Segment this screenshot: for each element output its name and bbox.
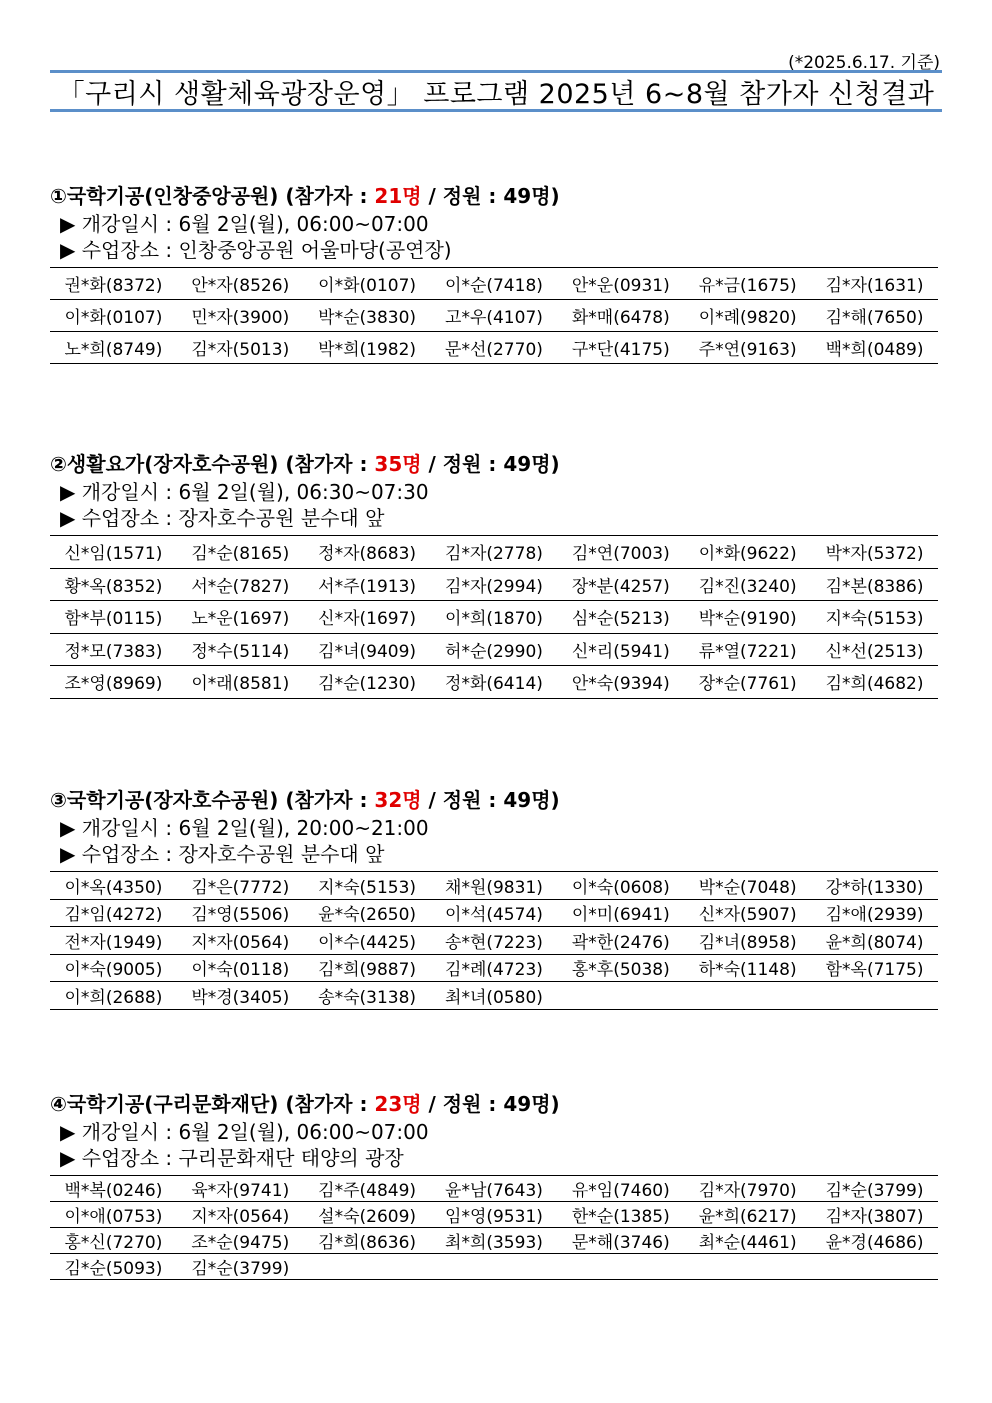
participant-cell: 김*자(3807) bbox=[811, 1202, 938, 1228]
participant-cell: 김*은(7772) bbox=[177, 872, 304, 900]
participant-cell: 심*순(5213) bbox=[557, 601, 684, 634]
participant-cell: 이*화(0107) bbox=[50, 300, 177, 332]
participant-cell: 화*매(6478) bbox=[557, 300, 684, 332]
participant-cell: 허*순(2990) bbox=[431, 633, 558, 666]
participant-cell: 백*희(0489) bbox=[811, 332, 938, 364]
participant-table bbox=[50, 1175, 938, 1280]
participant-cell: 김*순(3799) bbox=[811, 1176, 938, 1202]
capacity-text: / 정원 : 49명) bbox=[421, 788, 560, 812]
participant-table bbox=[50, 871, 938, 1010]
participant-cell bbox=[304, 1254, 431, 1280]
participant-cell: 김*녀(8958) bbox=[684, 927, 811, 955]
participant-cell: 장*분(4257) bbox=[557, 568, 684, 601]
section-heading bbox=[50, 1089, 938, 1119]
table-row bbox=[50, 899, 938, 927]
date-note: (*2025.6.17. 기준) bbox=[788, 53, 940, 73]
capacity-text: / 정원 : 49명) bbox=[421, 1092, 560, 1116]
participant-cell: 한*순(1385) bbox=[557, 1202, 684, 1228]
participant-cell: 김*자(2778) bbox=[431, 536, 558, 569]
participant-cell bbox=[684, 982, 811, 1010]
participant-cell: 이*숙(0118) bbox=[177, 954, 304, 982]
participant-cell: 유*금(1675) bbox=[684, 268, 811, 300]
participant-cell: 이*숙(0608) bbox=[557, 872, 684, 900]
participant-cell: 신*자(1697) bbox=[304, 601, 431, 634]
participant-cell: 김*연(7003) bbox=[557, 536, 684, 569]
participant-cell: 정*수(5114) bbox=[177, 633, 304, 666]
participant-cell bbox=[811, 982, 938, 1010]
table-row bbox=[50, 300, 938, 332]
participant-cell: 김*주(4849) bbox=[304, 1176, 431, 1202]
participant-cell: 박*희(1982) bbox=[304, 332, 431, 364]
participant-cell: 설*숙(2609) bbox=[304, 1202, 431, 1228]
participant-cell: 이*석(4574) bbox=[431, 899, 558, 927]
participant-count: 21명 bbox=[374, 184, 422, 208]
participant-cell: 김*순(8165) bbox=[177, 536, 304, 569]
participant-cell: 민*자(3900) bbox=[177, 300, 304, 332]
participant-cell: 서*순(7827) bbox=[177, 568, 304, 601]
participant-cell: 이*화(9622) bbox=[684, 536, 811, 569]
participant-cell: 이*수(4425) bbox=[304, 927, 431, 955]
participant-cell: 조*순(9475) bbox=[177, 1228, 304, 1254]
participant-cell: 함*부(0115) bbox=[50, 601, 177, 634]
capacity-text: / 정원 : 49명) bbox=[421, 184, 560, 208]
participant-cell: 임*영(9531) bbox=[431, 1202, 558, 1228]
participant-cell: 안*운(0931) bbox=[557, 268, 684, 300]
participant-cell: 정*모(7383) bbox=[50, 633, 177, 666]
participant-cell: 신*임(1571) bbox=[50, 536, 177, 569]
section-2 bbox=[50, 449, 938, 699]
participant-cell: 신*리(5941) bbox=[557, 633, 684, 666]
participant-cell: 문*해(3746) bbox=[557, 1228, 684, 1254]
participant-cell: 윤*숙(2650) bbox=[304, 899, 431, 927]
participant-cell: 이*화(0107) bbox=[304, 268, 431, 300]
section-3 bbox=[50, 785, 938, 1010]
participant-cell: 장*순(7761) bbox=[684, 666, 811, 699]
participant-cell bbox=[431, 1254, 558, 1280]
participant-cell: 황*옥(8352) bbox=[50, 568, 177, 601]
table-row bbox=[50, 536, 938, 569]
participant-cell: 김*순(3799) bbox=[177, 1254, 304, 1280]
participant-cell: 채*원(9831) bbox=[431, 872, 558, 900]
class-place: ▶ 수업장소 : 장자호수공원 분수대 앞 bbox=[60, 506, 385, 530]
table-row bbox=[50, 268, 938, 300]
section-heading-text: ④국학기공(구리문화재단) (참가자 : bbox=[50, 1092, 375, 1116]
participant-count: 35명 bbox=[374, 452, 422, 476]
participant-cell: 이*례(9820) bbox=[684, 300, 811, 332]
participant-cell: 윤*희(6217) bbox=[684, 1202, 811, 1228]
participant-cell: 신*선(2513) bbox=[811, 633, 938, 666]
participant-count: 23명 bbox=[374, 1092, 422, 1116]
participant-cell bbox=[811, 1254, 938, 1280]
participant-cell: 김*애(2939) bbox=[811, 899, 938, 927]
participant-cell: 김*자(2994) bbox=[431, 568, 558, 601]
participant-cell: 지*숙(5153) bbox=[811, 601, 938, 634]
participant-cell: 박*순(3830) bbox=[304, 300, 431, 332]
participant-cell: 이*옥(4350) bbox=[50, 872, 177, 900]
participant-cell: 권*화(8372) bbox=[50, 268, 177, 300]
participant-cell: 조*영(8969) bbox=[50, 666, 177, 699]
participant-cell: 이*희(2688) bbox=[50, 982, 177, 1010]
participant-cell: 노*운(1697) bbox=[177, 601, 304, 634]
participant-cell: 김*자(5013) bbox=[177, 332, 304, 364]
participant-cell: 노*희(8749) bbox=[50, 332, 177, 364]
participant-cell: 이*애(0753) bbox=[50, 1202, 177, 1228]
participant-cell: 정*화(6414) bbox=[431, 666, 558, 699]
participant-cell: 최*녀(0580) bbox=[431, 982, 558, 1010]
participant-cell: 육*자(9741) bbox=[177, 1176, 304, 1202]
participant-cell: 윤*남(7643) bbox=[431, 1176, 558, 1202]
section-4 bbox=[50, 1089, 938, 1280]
participant-table bbox=[50, 267, 938, 364]
table-row bbox=[50, 982, 938, 1010]
participant-cell: 주*연(9163) bbox=[684, 332, 811, 364]
participant-cell bbox=[557, 1254, 684, 1280]
participant-cell: 김*영(5506) bbox=[177, 899, 304, 927]
class-date: ▶ 개강일시 : 6월 2일(월), 06:30~07:30 bbox=[60, 480, 429, 504]
page-title: 「구리시 생활체육광장운영」 프로그램 2025년 6~8월 참가자 신청결과 bbox=[57, 78, 935, 110]
participant-cell: 김*자(1631) bbox=[811, 268, 938, 300]
participant-cell: 이*미(6941) bbox=[557, 899, 684, 927]
participant-cell: 최*순(4461) bbox=[684, 1228, 811, 1254]
participant-cell: 박*순(9190) bbox=[684, 601, 811, 634]
class-date: ▶ 개강일시 : 6월 2일(월), 06:00~07:00 bbox=[60, 1120, 429, 1144]
participant-cell: 안*숙(9394) bbox=[557, 666, 684, 699]
participant-cell: 김*희(4682) bbox=[811, 666, 938, 699]
participant-cell: 지*숙(5153) bbox=[304, 872, 431, 900]
participant-cell: 전*자(1949) bbox=[50, 927, 177, 955]
participant-cell: 윤*희(8074) bbox=[811, 927, 938, 955]
table-row bbox=[50, 954, 938, 982]
participant-cell: 안*자(8526) bbox=[177, 268, 304, 300]
participant-cell: 고*우(4107) bbox=[431, 300, 558, 332]
participant-cell: 유*임(7460) bbox=[557, 1176, 684, 1202]
participant-cell: 박*자(5372) bbox=[811, 536, 938, 569]
class-place: ▶ 수업장소 : 인창중앙공원 어울마당(공연장) bbox=[60, 238, 452, 262]
participant-cell: 강*하(1330) bbox=[811, 872, 938, 900]
table-row bbox=[50, 927, 938, 955]
participant-cell: 하*숙(1148) bbox=[684, 954, 811, 982]
participant-cell: 박*순(7048) bbox=[684, 872, 811, 900]
table-row bbox=[50, 568, 938, 601]
participant-cell: 김*본(8386) bbox=[811, 568, 938, 601]
participant-cell: 송*현(7223) bbox=[431, 927, 558, 955]
table-row bbox=[50, 872, 938, 900]
table-row bbox=[50, 1176, 938, 1202]
section-1 bbox=[50, 181, 938, 364]
participant-cell: 구*단(4175) bbox=[557, 332, 684, 364]
participant-cell: 김*희(9887) bbox=[304, 954, 431, 982]
table-row bbox=[50, 332, 938, 364]
participant-cell: 문*선(2770) bbox=[431, 332, 558, 364]
participant-cell: 송*숙(3138) bbox=[304, 982, 431, 1010]
participant-cell: 김*진(3240) bbox=[684, 568, 811, 601]
participant-cell: 김*해(7650) bbox=[811, 300, 938, 332]
section-heading-text: ②생활요가(장자호수공원) (참가자 : bbox=[50, 452, 375, 476]
participant-cell: 박*경(3405) bbox=[177, 982, 304, 1010]
participant-cell: 이*희(1870) bbox=[431, 601, 558, 634]
participant-cell: 백*복(0246) bbox=[50, 1176, 177, 1202]
capacity-text: / 정원 : 49명) bbox=[421, 452, 560, 476]
table-row bbox=[50, 1202, 938, 1228]
participant-table bbox=[50, 535, 938, 699]
section-heading bbox=[50, 449, 938, 479]
participant-cell: 류*열(7221) bbox=[684, 633, 811, 666]
participant-cell: 곽*한(2476) bbox=[557, 927, 684, 955]
participant-cell: 윤*경(4686) bbox=[811, 1228, 938, 1254]
table-row bbox=[50, 666, 938, 699]
participant-cell: 김*순(5093) bbox=[50, 1254, 177, 1280]
participant-cell: 정*자(8683) bbox=[304, 536, 431, 569]
participant-cell: 홍*신(7270) bbox=[50, 1228, 177, 1254]
participant-cell: 지*자(0564) bbox=[177, 927, 304, 955]
participant-cell: 이*숙(9005) bbox=[50, 954, 177, 982]
participant-cell: 이*래(8581) bbox=[177, 666, 304, 699]
participant-cell: 김*자(7970) bbox=[684, 1176, 811, 1202]
participant-cell: 김*임(4272) bbox=[50, 899, 177, 927]
page-title-bar bbox=[50, 70, 942, 112]
section-heading-text: ③국학기공(장자호수공원) (참가자 : bbox=[50, 788, 375, 812]
participant-cell bbox=[684, 1254, 811, 1280]
participant-cell: 홍*후(5038) bbox=[557, 954, 684, 982]
participant-cell bbox=[557, 982, 684, 1010]
participant-cell: 김*녀(9409) bbox=[304, 633, 431, 666]
section-heading-text: ①국학기공(인창중앙공원) (참가자 : bbox=[50, 184, 375, 208]
class-place: ▶ 수업장소 : 구리문화재단 태양의 광장 bbox=[60, 1146, 404, 1170]
table-row bbox=[50, 1228, 938, 1254]
class-place: ▶ 수업장소 : 장자호수공원 분수대 앞 bbox=[60, 842, 385, 866]
class-date: ▶ 개강일시 : 6월 2일(월), 20:00~21:00 bbox=[60, 816, 429, 840]
participant-cell: 김*희(8636) bbox=[304, 1228, 431, 1254]
participant-cell: 김*례(4723) bbox=[431, 954, 558, 982]
participant-count: 32명 bbox=[374, 788, 422, 812]
participant-cell: 서*주(1913) bbox=[304, 568, 431, 601]
participant-cell: 김*순(1230) bbox=[304, 666, 431, 699]
table-row bbox=[50, 1254, 938, 1280]
class-date: ▶ 개강일시 : 6월 2일(월), 06:00~07:00 bbox=[60, 212, 429, 236]
participant-cell: 신*자(5907) bbox=[684, 899, 811, 927]
table-row bbox=[50, 633, 938, 666]
participant-cell: 이*순(7418) bbox=[431, 268, 558, 300]
participant-cell: 최*희(3593) bbox=[431, 1228, 558, 1254]
section-heading bbox=[50, 785, 938, 815]
table-row bbox=[50, 601, 938, 634]
participant-cell: 지*자(0564) bbox=[177, 1202, 304, 1228]
participant-cell: 함*옥(7175) bbox=[811, 954, 938, 982]
section-heading bbox=[50, 181, 938, 211]
